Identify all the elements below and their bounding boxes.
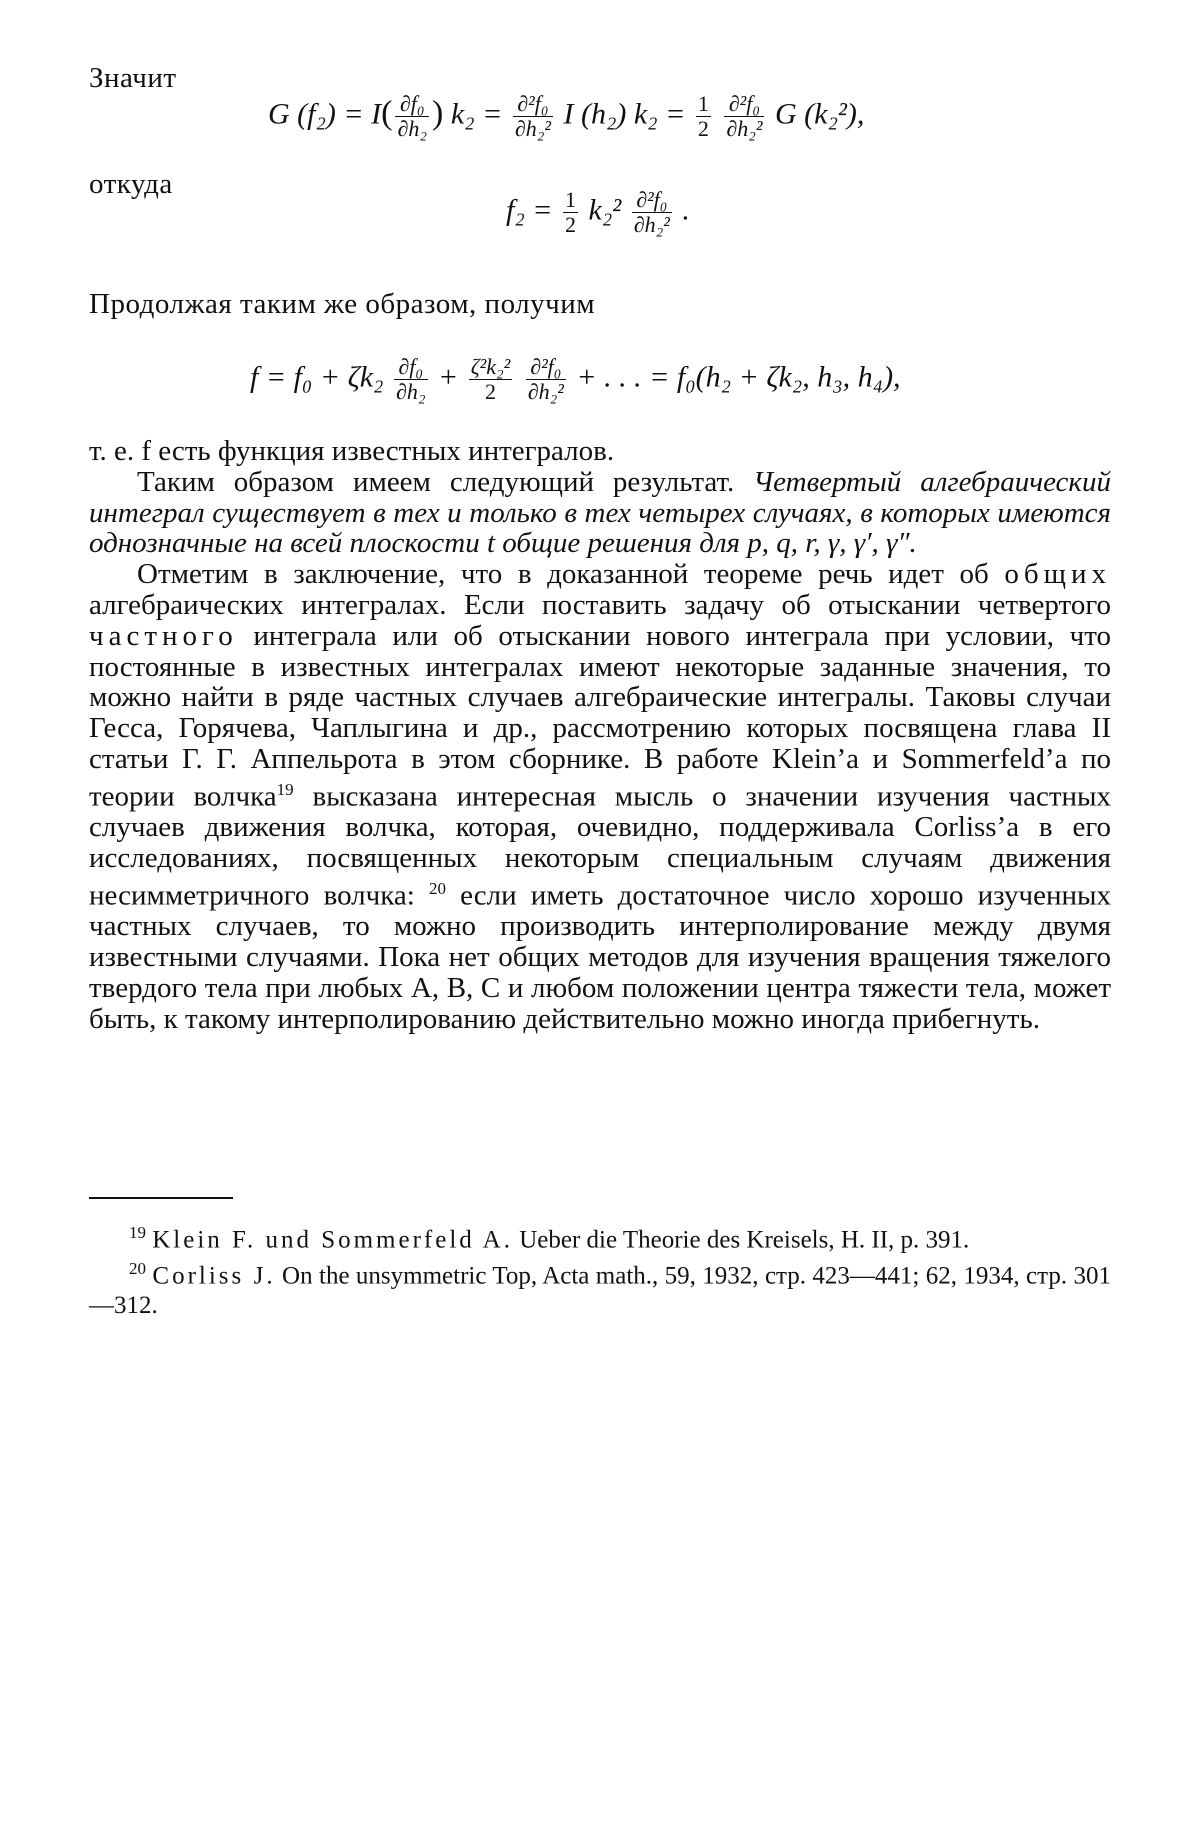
eq1-frac1: $\frac{\text{∂f₀}}{\text{∂h₂}}$ [397,91,428,141]
eq3-frac2: $\frac{\text{ζ²k₂²}}{2}$ [470,354,511,404]
eq3-lhs: f = f₀ + ζk₂ [250,360,384,394]
equation-1: G (f₂) = I( $\frac{\text{∂f₀}}{\text{∂h₂}}$ ) k₂ = $\frac{\text{∂²f₀}}{\text{∂h₂²}}$ I (h₂) k₂ = $\frac{1}{2}$ $\frac{\text{∂²f₀}}{\text{∂h₂²}}$ G (k₂²), [268,91,865,141]
eq3-frac1: $\frac{\text{∂f₀}}{\text{∂h₂}}$ [395,354,426,404]
eq1-frac4: $\frac{\text{∂²f₀}}{\text{∂h₂²}}$ [726,91,763,141]
eq1-rhs: G (k₂²), [774,97,865,131]
body-text [89,436,1111,1034]
emphasis-general: общих [1004,558,1111,591]
eq1-lhs: G (f₂) = I [268,97,382,131]
eq2-lhs: f₂ = [506,193,553,227]
eq3-frac3: $\frac{\text{∂²f₀}}{\text{∂h₂²}}$ [527,354,564,404]
eq2-end: . [682,193,690,227]
label-prodolzhaya: Продолжая таким же образом, получим [89,288,596,320]
footnote-ref-19: 19 [276,779,294,799]
equation-2 [506,188,690,237]
eq1-frac2: $\frac{\text{∂²f₀}}{\text{∂h₂²}}$ [514,91,551,141]
footnote-20: $^{20}$ Corliss J. On the unsymmetric Top, Acta math., 59, 1932, стр. 423—441; 62, 1934, стр. 301—312. [89,1259,1112,1319]
eq1-frac3: $\frac{1}{2}$ [697,91,709,141]
result-intro: Таким образом имеем следующий результат. [137,465,735,498]
eq1-mid: I (h₂) k₂ = [563,97,686,131]
footnotes [89,1218,1111,1320]
emphasis-particular: частного [89,619,238,652]
footnote-divider [89,1197,233,1199]
label-znachit: Значит [89,62,177,94]
label-otkuda: откуда [89,168,173,200]
paragraph-1: т. е. f есть функция известных интегралов. [89,435,615,467]
eq3-rhs: + . . . = f₀(h₂ + ζk₂, h₃, h₄), [576,360,901,394]
eq3-plus: + [438,360,459,394]
paragraph-2 [89,467,1111,559]
footnote-19: $^{19}$ Klein F. und Sommerfeld A. Ueber die Theorie des Kreisels, H. II, p. 391. [129,1223,970,1254]
eq2-frac1: $\frac{1}{2}$ [565,187,577,237]
paragraph-3: Отметим в заключение, что в доказанной теореме речь идет об общих алгебраических интегралах. Если поставить задачу об отыскании четвертого частного интеграла или об отыскании нового интеграла при условии, что постоянные в известных интегралах имеют некоторые заданные значения, то можно найти в ряде частных случаев алгебраические интегралы. Таковы случаи Гесса, Горячева, Чаплыгина и др., рассмотрению которых посвящена глава II статьи Г. Г. Аппельрота в этом сборнике. В работе Klein’a и Sommerfeld’a по теории волчка$^{19}$ высказана интересная мысль о значении изучения частных случаев движения волчка, которая, очевидно, поддерживала Corliss’a в его исследованиях, посвященных некоторым специальным случаям движения несимметричного волчка: $^{20}$ если иметь достаточное число хорошо изученных частных случаев, то можно производить интерполирование между двумя известными случаями. Пока нет общих методов для изучения вращения тяжелого твердого тела при любых A, B, C и любом положении центра тяжести тела, может быть, к такому интерполированию действительно можно иногда прибегнуть. [89,558,1112,1035]
footnote-ref-20: 20 [429,878,446,898]
equation-3 [250,355,901,404]
eq2-frac2: $\frac{\text{∂²f₀}}{\text{∂h₂²}}$ [633,187,670,237]
eq2-k: k₂² [588,193,622,227]
eq1-k2: k₂ = [450,97,503,131]
theorem-statement: Четвертый алгебраический интеграл существует в тех и только в тех четырех случаях, в которых имеются однозначные на всей плоскости t общие решения для p, q, r, γ, γ′, γ″. [89,465,1111,560]
